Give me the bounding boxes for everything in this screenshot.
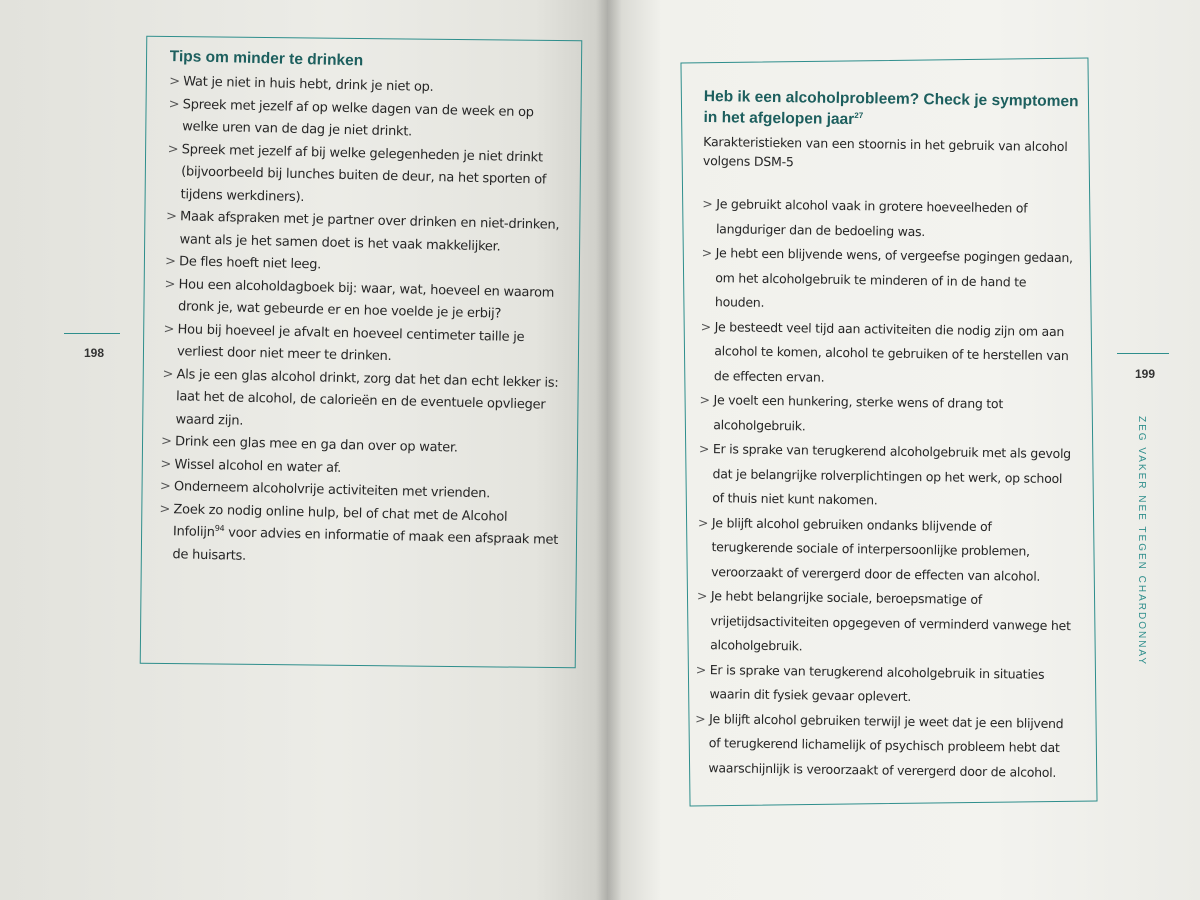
symptoms-box-subtitle: Karakteristieken van een stoornis in het gebruik van alcohol volgens DSM-5 (702, 133, 1068, 170)
symptom-item (700, 314, 1076, 393)
tip-item (166, 138, 567, 215)
tip-text-tail: voor advies en informatie of maak een afspraak met de huisarts. (172, 525, 559, 564)
tip-text: Hou bij hoeveel je afvalt en hoeveel centimeter taille je verliest door niet meer te drinken. (176, 321, 525, 365)
chevron-right-icon: > (698, 440, 710, 457)
chevron-right-icon: > (697, 514, 709, 530)
chevron-right-icon: > (167, 141, 179, 157)
chevron-right-icon: > (159, 478, 171, 495)
tip-text: Hou een alcoholdagboek bij: waar, wat, hoeveel en waarom dronk je, wat gebeurde er en hoe voelde je je erbij? (177, 276, 555, 322)
chevron-right-icon: > (169, 73, 181, 90)
tip-item (158, 498, 559, 575)
tip-text: Onderneem alcoholvrije activiteiten met vrienden. (173, 479, 491, 502)
symptom-item (702, 192, 1078, 246)
chevron-right-icon: > (163, 321, 175, 337)
symptom-text: Er is sprake van terugkerend alcoholgebruik met als gevolg dat je belangrijke rolverplichtingen op het werk, op school of thuis niet kunt nakomen. (712, 441, 1072, 508)
running-header: ZEG VAKER NEE TEGEN CHARDONNAY (1136, 416, 1147, 667)
tip-text: Drink een glas mee en ga dan over op water. (174, 434, 458, 456)
tip-text: Spreek met jezelf af bij welke gelegenheden je niet drinkt (bijvoorbeeld bij lunches buiten de deur, na het sporten of tijdens werkdiners). (180, 141, 547, 205)
symptom-item (695, 657, 1071, 711)
chevron-right-icon: > (700, 318, 711, 334)
tip-item (161, 363, 562, 440)
tip-text: Zoek zo nodig online hulp, bel of chat met de Alcohol Infolijn (172, 501, 508, 541)
symptom-text: Je gebruikt alcohol vaak in grotere hoeveelheden of langduriger dan de bedoeling was. (715, 196, 1028, 239)
tip-text: Maak afspraken met je partner over drinken en niet-drinken, want als je het samen doet is het vaak makkelijker. (179, 209, 560, 255)
chevron-right-icon: > (168, 96, 180, 112)
page-number-rule-right (1117, 353, 1169, 354)
symptom-item (696, 584, 1072, 663)
symptom-text: Je voelt een hunkering, sterke wens of drang tot alcoholgebruik. (713, 392, 1004, 433)
chevron-right-icon: > (164, 276, 176, 292)
page-number-right: 199 (1135, 367, 1156, 381)
footnote-marker: 94 (214, 523, 225, 534)
page-number-left: 198 (84, 346, 105, 360)
symptom-item (697, 510, 1073, 589)
symptom-item (701, 241, 1077, 320)
chevron-right-icon: > (695, 710, 706, 726)
symptoms-box (694, 86, 1079, 785)
symptoms-title-text: Heb ik een alcoholprobleem? Check je symptomen in het afgelopen jaar (703, 87, 1079, 129)
tip-text: Als je een glas alcohol drinkt, zorg dat het dan echt lekker is: laat het de alcohol, de calorieën en de eventuele opvlieger waard zijn. (175, 366, 559, 429)
symptom-text: Je hebt een blijvende wens, of vergeefse pogingen gedaan, om het alcoholgebruik te minderen of in de hand te houden. (714, 245, 1073, 310)
tips-box-title: Tips om minder te drinken (169, 47, 364, 70)
tips-box (158, 46, 570, 575)
chevron-right-icon: > (160, 433, 172, 450)
chevron-right-icon: > (165, 208, 177, 225)
chevron-right-icon: > (696, 587, 708, 604)
symptoms-list (694, 192, 1077, 785)
symptom-text: Je blijft alcohol gebruiken terwijl je weet dat je een blijvend of terugkerend lichamelijk of psychisch probleem hebt dat waarschijnlijk is veroorzaakt of verergerd door de alcohol. (708, 710, 1064, 780)
tip-text: De fles hoeft niet leeg. (178, 254, 322, 273)
symptom-item (698, 437, 1074, 516)
symptom-text: Je besteedt veel tijd aan activiteiten die nodig zijn om aan alcohol te komen, alcohol te gebruiken of te herstellen van de effecten ervan. (713, 318, 1069, 385)
chevron-right-icon: > (162, 366, 174, 382)
footnote-marker: 27 (854, 110, 864, 121)
chevron-right-icon: > (701, 244, 713, 261)
chevron-right-icon: > (160, 456, 172, 472)
chevron-right-icon: > (159, 501, 171, 517)
tip-text: Wat je niet in huis hebt, drink je niet op. (183, 74, 434, 95)
chevron-right-icon: > (695, 661, 707, 677)
symptom-text: Er is sprake van terugkerend alcoholgebruik in situaties waarin dit fysiek gevaar oplevert. (709, 661, 1045, 704)
symptom-text: Je hebt belangrijke sociale, beroepsmatige of vrijetijdsactiviteiten opgegeven of verminderd vanwege het alcoholgebruik. (710, 588, 1071, 654)
chevron-right-icon: > (702, 195, 713, 212)
chevron-right-icon: > (164, 253, 176, 270)
book-spine (596, 0, 622, 900)
symptom-item (699, 388, 1075, 442)
chevron-right-icon: > (699, 391, 710, 408)
tip-text: Spreek met jezelf af op welke dagen van de week en op welke uren van de dag je niet drinkt. (181, 96, 534, 140)
symptom-text: Je blijft alcohol gebruiken ondanks blijvende of terugkerende sociale of interpersoonlijke problemen, veroorzaakt of verergerd door de effecten van alcohol. (711, 514, 1041, 584)
symptoms-box-title (703, 86, 1079, 133)
tips-list (158, 71, 569, 575)
tip-text: Wissel alcohol en water af. (174, 456, 342, 476)
page-number-rule-left (64, 333, 120, 334)
symptom-item (694, 706, 1070, 785)
